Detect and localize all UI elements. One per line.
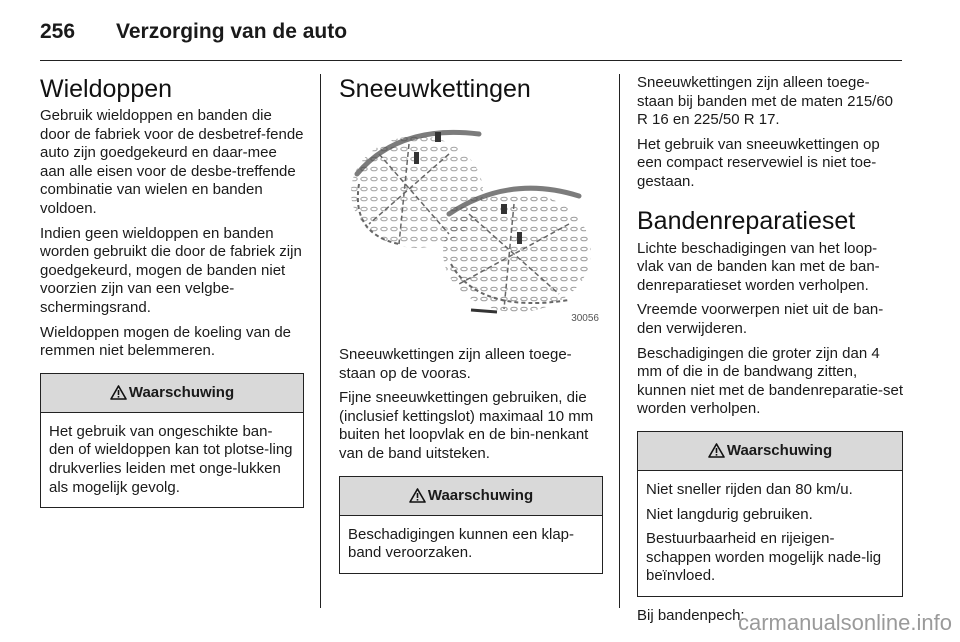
column-divider: [619, 74, 620, 608]
paragraph: Het gebruik van sneeuwkettingen op een compact reservewiel is niet toe-gestaan.: [637, 135, 880, 190]
watermark: carmanualsonline.info: [737, 610, 952, 635]
warning-text: Niet sneller rijden dan 80 km/u.: [646, 480, 853, 498]
heading-sneeuwkettingen: Sneeuwkettingen: [339, 75, 531, 103]
page-header: [40, 14, 902, 58]
warning-body: [340, 516, 602, 573]
warning-text: Bestuurbaarheid en rijeigen-schappen worden mogelijk nade-lig beïnvloed.: [646, 530, 882, 585]
paragraph: Beschadigingen die groter zijn dan 4 mm of die in de bandwang zitten, kunnen niet met de bandenreparatie-set worden verholpen.: [637, 344, 904, 418]
warning-text: Het gebruik van ongeschikte ban-den of wieldoppen kan tot plotse-ling drukverlies leiden met onge-lukken als mogelijk gevolg.: [49, 422, 293, 496]
warning-box: [637, 431, 903, 597]
paragraph: Lichte beschadigingen van het loop-vlak van de banden kan met de ban-denreparatieset worden verholpen.: [637, 239, 880, 294]
warning-body: [41, 413, 303, 507]
warning-header: [638, 432, 902, 471]
paragraph: Vreemde voorwerpen niet uit de ban-den verwijderen.: [637, 301, 884, 337]
snow-chains-icon: [339, 114, 603, 326]
figure-id: 30056: [571, 313, 599, 324]
column-sneeuwkettingen: [339, 74, 603, 584]
warning-text: Niet langdurig gebruiken.: [646, 505, 813, 523]
warning-header: [41, 374, 303, 413]
paragraph: Gebruik wieldoppen en banden die door de fabriek voor de desbetref-fende auto zijn goedgekeurd en daar-mee aan alle eisen voor de desbe-treffende combinatie van wielen en banden voldoen.: [40, 107, 304, 217]
heading-bandenreparatieset: Bandenreparatieset: [637, 206, 856, 235]
warning-header: [340, 477, 602, 516]
warning-triangle-icon: [409, 488, 426, 503]
warning-triangle-icon: [110, 385, 127, 400]
warning-label: Waarschuwing: [427, 487, 534, 505]
section-title: Verzorging van de auto: [116, 20, 348, 43]
paragraph: Wieldoppen mogen de koeling van de remmen niet belemmeren.: [40, 323, 292, 360]
paragraph: Indien geen wieldoppen en banden worden gebruikt die door de fabriek zijn goedgekeurd, mogen de banden niet voorzien zijn van een velgbe-schermingsrand.: [40, 224, 302, 316]
paragraph: Fijne sneeuwkettingen gebruiken, die (inclusief kettingslot) maximaal 10 mm buiten het loopvlak en de bin-nenkant van de band uitsteken.: [339, 389, 594, 462]
column-divider: [320, 74, 321, 608]
warning-label: Waarschuwing: [726, 442, 833, 460]
page-number: 256: [40, 20, 76, 43]
warning-triangle-icon: [708, 443, 725, 458]
warning-label: Waarschuwing: [128, 384, 235, 402]
warning-text: Beschadigingen kunnen een klap-band veroorzaken.: [348, 525, 575, 562]
heading-wieldoppen: Wieldoppen: [40, 75, 173, 103]
header-rule: [40, 60, 902, 61]
warning-box: [40, 373, 304, 508]
snow-chains-illustration: [339, 114, 603, 326]
paragraph: Sneeuwkettingen zijn alleen toege-staan bij banden met de maten 215/60 R 16 en 225/50 R 17.: [637, 74, 894, 129]
column-bandenreparatieset: [637, 74, 903, 631]
paragraph: Sneeuwkettingen zijn alleen toege-staan op de vooras.: [339, 346, 572, 382]
column-wieldoppen: [40, 74, 304, 518]
warning-body: [638, 471, 902, 596]
warning-box: [339, 476, 603, 574]
paragraph: Bij bandenpech:: [637, 606, 745, 624]
